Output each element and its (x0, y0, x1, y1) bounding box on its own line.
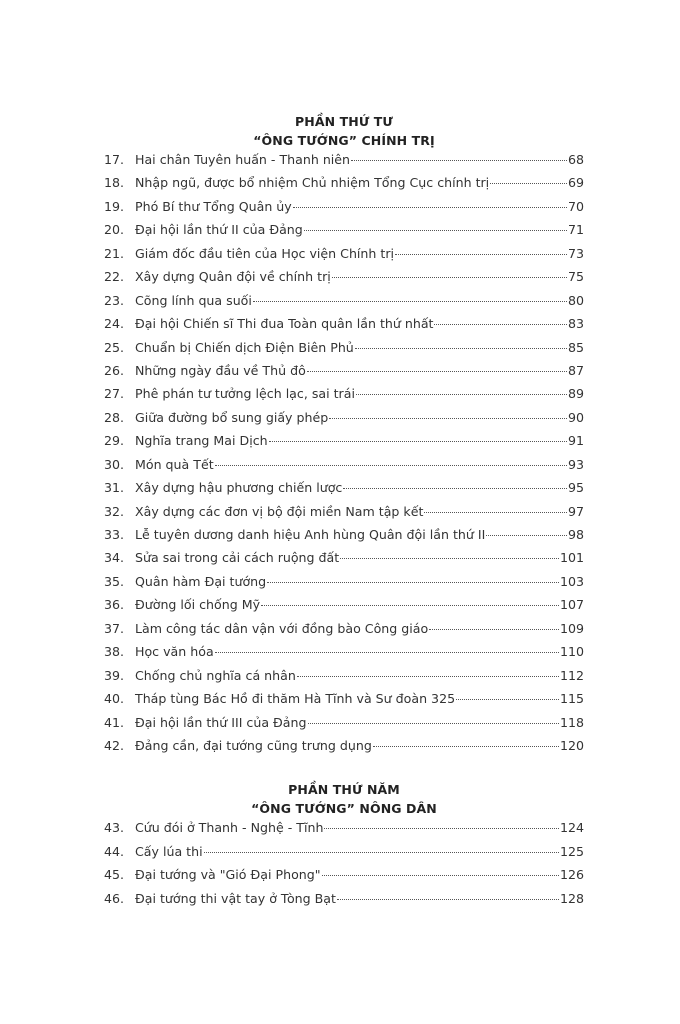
section-part-five (104, 780, 584, 914)
dot-leader (253, 301, 567, 302)
dot-leader (215, 465, 567, 466)
toc-entry[interactable] (104, 269, 584, 292)
entry-title: Chuẩn bị Chiến dịch Điện Biên Phủ (135, 339, 354, 355)
entry-title: Chống chủ nghĩa cá nhân (135, 667, 296, 683)
entry-number: 34. (104, 550, 125, 566)
toc-entry[interactable] (104, 340, 584, 363)
toc-entry[interactable] (104, 668, 584, 691)
entry-page-number: 73 (567, 245, 584, 261)
entry-title: Phó Bí thư Tổng Quân ủy (135, 198, 292, 214)
dot-leader (329, 418, 567, 419)
entry-number: 37. (104, 620, 125, 636)
section-heading-title: “ÔNG TƯỚNG” NÔNG DÂN (251, 801, 437, 817)
entry-page-number: 118 (559, 714, 584, 730)
entry-title: Xây dựng các đơn vị bộ đội miền Nam tập kết (135, 503, 424, 519)
entry-number: 25. (104, 339, 125, 355)
toc-entry[interactable] (104, 715, 584, 738)
entry-number: 38. (104, 644, 125, 660)
entry-page-number: 91 (567, 433, 584, 449)
dot-leader (340, 558, 559, 559)
entry-page-number: 83 (567, 316, 584, 332)
toc-entry[interactable] (104, 691, 584, 714)
toc-entry[interactable] (104, 222, 584, 245)
toc-entry[interactable] (104, 597, 584, 620)
entry-title: Phê phán tư tưởng lệch lạc, sai trái (135, 386, 355, 402)
entry-page-number: 120 (559, 737, 584, 753)
toc-entry[interactable] (104, 891, 584, 914)
dot-leader (490, 183, 567, 184)
dot-leader (332, 277, 567, 278)
entry-number: 31. (104, 480, 125, 496)
section-heading-part: PHẦN THỨ NĂM (288, 782, 400, 798)
entry-page-number: 101 (559, 550, 584, 566)
toc-entry[interactable] (104, 867, 584, 890)
entry-title: Giám đốc đầu tiên của Học viện Chính trị (135, 245, 395, 261)
entry-title: Tháp tùng Bác Hồ đi thăm Hà Tĩnh và Sư đoàn 325 (135, 691, 456, 707)
entry-title: Đảng cần, đại tướng cũng trưng dụng (135, 737, 372, 753)
table-of-contents (104, 112, 584, 914)
entry-title: Nghĩa trang Mai Dịch (135, 433, 268, 449)
entry-page-number: 126 (559, 867, 584, 883)
dot-leader (324, 828, 559, 829)
dot-leader (343, 488, 567, 489)
toc-entry[interactable] (104, 574, 584, 597)
section-heading (104, 780, 584, 818)
toc-entry[interactable] (104, 363, 584, 386)
entry-title: Giữa đường bổ sung giấy phép (135, 409, 329, 425)
entry-number: 41. (104, 714, 125, 730)
dot-leader (215, 652, 559, 653)
toc-entry[interactable] (104, 504, 584, 527)
toc-entry[interactable] (104, 175, 584, 198)
entry-title: Đại hội lần thứ III của Đảng (135, 714, 307, 730)
dot-leader (395, 254, 567, 255)
entry-number: 40. (104, 691, 125, 707)
entry-title: Làm công tác dân vận với đồng bào Công giáo (135, 620, 429, 636)
entry-number: 27. (104, 386, 125, 402)
entry-title: Hai chân Tuyên huấn - Thanh niên (135, 152, 351, 167)
entry-title: Đại tướng và "Gió Đại Phong" (135, 867, 321, 883)
entry-title: Sửa sai trong cải cách ruộng đất (135, 550, 340, 566)
toc-entry[interactable] (104, 527, 584, 550)
entry-page-number: 115 (559, 691, 584, 707)
entry-page-number: 70 (567, 198, 584, 214)
toc-entry[interactable] (104, 644, 584, 667)
entry-number: 32. (104, 503, 125, 519)
dot-leader (261, 605, 559, 606)
entry-number: 21. (104, 245, 125, 261)
entry-page-number: 124 (559, 820, 584, 836)
dot-leader (373, 746, 559, 747)
toc-entry[interactable] (104, 410, 584, 433)
entry-title: Nhập ngũ, được bổ nhiệm Chủ nhiệm Tổng Cục chính trị (135, 175, 490, 191)
entry-page-number: 109 (559, 620, 584, 636)
entry-page-number: 107 (559, 597, 584, 613)
entry-page-number: 110 (559, 644, 584, 660)
toc-entry[interactable] (104, 621, 584, 644)
entry-page-number: 80 (567, 292, 584, 308)
entry-title: Đường lối chống Mỹ (135, 597, 261, 613)
dot-leader (429, 629, 559, 630)
entry-title: Cứu đói ở Thanh - Nghệ - Tĩnh (135, 820, 324, 836)
entry-number: 18. (104, 175, 125, 191)
dot-leader (308, 723, 559, 724)
entry-number: 44. (104, 843, 125, 859)
toc-entry[interactable] (104, 246, 584, 269)
entry-page-number: 85 (567, 339, 584, 355)
entry-page-number: 93 (567, 456, 584, 472)
toc-entry[interactable] (104, 844, 584, 867)
entry-title: Món quà Tết (135, 456, 214, 472)
section-part-four (104, 112, 584, 761)
dot-leader (269, 441, 567, 442)
toc-entry[interactable] (104, 199, 584, 222)
entry-number: 29. (104, 433, 125, 449)
entry-number: 33. (104, 527, 125, 542)
entry-page-number: 87 (567, 362, 584, 378)
dot-leader (355, 348, 567, 349)
entry-page-number: 68 (567, 152, 584, 167)
entry-number: 30. (104, 456, 125, 472)
entry-title: Cấy lúa thi (135, 843, 203, 859)
toc-entry[interactable] (104, 480, 584, 503)
section-heading (104, 112, 584, 150)
toc-entry[interactable] (104, 316, 584, 339)
entry-number: 19. (104, 198, 125, 214)
entry-page-number: 89 (567, 386, 584, 402)
dot-leader (297, 676, 559, 677)
entry-page-number: 71 (567, 222, 584, 238)
entry-page-number: 125 (559, 843, 584, 859)
section-heading-part: PHẦN THỨ TƯ (295, 114, 393, 129)
dot-leader (293, 207, 567, 208)
entry-page-number: 69 (567, 175, 584, 191)
entry-title: Đại hội lần thứ II của Đảng (135, 222, 303, 238)
entry-page-number: 103 (559, 573, 584, 589)
entry-number: 24. (104, 316, 125, 332)
dot-leader (307, 371, 567, 372)
toc-entry[interactable] (104, 550, 584, 573)
entry-page-number: 112 (559, 667, 584, 683)
entry-number: 20. (104, 222, 125, 238)
entry-title: Quân hàm Đại tướng (135, 573, 267, 589)
dot-leader (267, 582, 559, 583)
dot-leader (434, 324, 566, 325)
entry-number: 43. (104, 820, 125, 836)
entry-page-number: 95 (567, 480, 584, 496)
entry-number: 22. (104, 269, 125, 285)
entry-title: Đại hội Chiến sĩ Thi đua Toàn quân lần thứ nhất (135, 316, 434, 332)
entry-number: 23. (104, 292, 125, 308)
toc-entry[interactable] (104, 738, 584, 761)
dot-leader (424, 512, 567, 513)
entry-title: Lễ tuyên dương danh hiệu Anh hùng Quân đội lần thứ II (135, 527, 486, 542)
entry-page-number: 128 (559, 890, 584, 906)
entry-page-number: 98 (567, 527, 584, 542)
entry-page-number: 90 (567, 409, 584, 425)
section-heading-title: “ÔNG TƯỚNG” CHÍNH TRỊ (253, 133, 435, 148)
dot-leader (456, 699, 559, 700)
toc-entry[interactable] (104, 820, 584, 843)
entry-number: 42. (104, 737, 125, 753)
entry-number: 17. (104, 152, 125, 167)
dot-leader (204, 852, 559, 853)
entry-number: 26. (104, 362, 125, 378)
entry-title: Cõng lính qua suối (135, 292, 252, 308)
entry-number: 45. (104, 867, 125, 883)
toc-list (104, 152, 584, 761)
toc-entry[interactable] (104, 152, 584, 175)
dot-leader (351, 160, 567, 161)
entry-title: Học văn hóa (135, 644, 214, 660)
dot-leader (322, 875, 559, 876)
dot-leader (304, 230, 567, 231)
entry-title: Những ngày đầu về Thủ đô (135, 362, 306, 378)
entry-title: Xây dựng Quân đội về chính trị (135, 269, 331, 285)
toc-entry[interactable] (104, 433, 584, 456)
toc-entry[interactable] (104, 457, 584, 480)
entry-number: 39. (104, 667, 125, 683)
dot-leader (337, 899, 559, 900)
dot-leader (486, 535, 567, 536)
entry-page-number: 75 (567, 269, 584, 285)
entry-number: 28. (104, 409, 125, 425)
entry-title: Xây dựng hậu phương chiến lược (135, 480, 343, 496)
toc-entry[interactable] (104, 386, 584, 409)
dot-leader (356, 394, 567, 395)
entry-title: Đại tướng thi vật tay ở Tòng Bạt (135, 890, 336, 906)
entry-number: 46. (104, 890, 125, 906)
entry-page-number: 97 (567, 503, 584, 519)
toc-entry[interactable] (104, 293, 584, 316)
entry-number: 36. (104, 597, 125, 613)
toc-list (104, 820, 584, 914)
entry-number: 35. (104, 573, 125, 589)
